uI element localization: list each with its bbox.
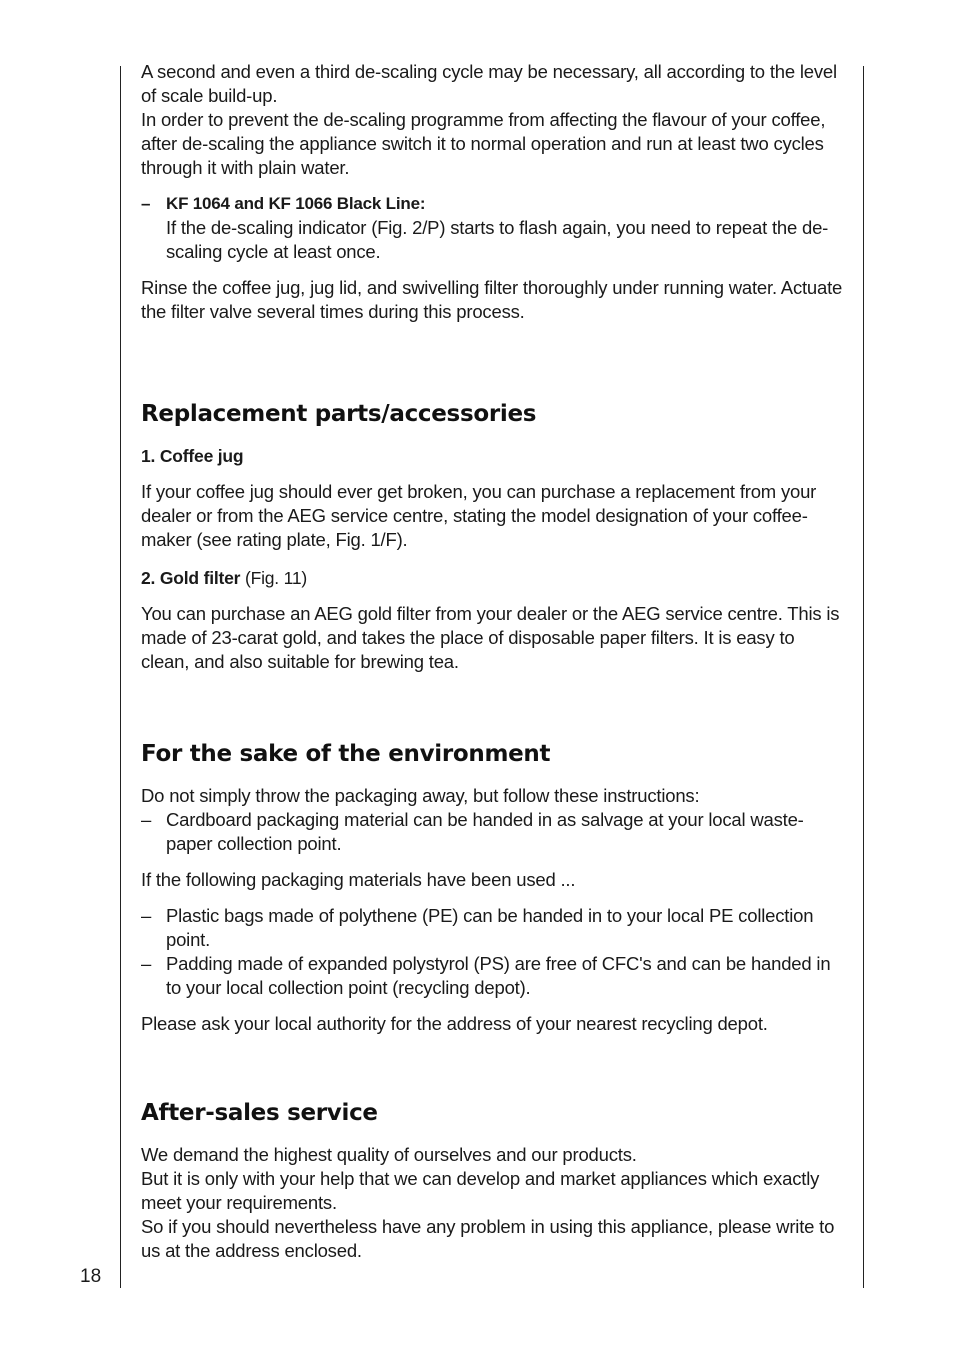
dash-marker: – — [141, 905, 152, 926]
page-content — [141, 60, 847, 1263]
dash-marker: – — [141, 194, 151, 213]
environment-bullet-padding: – Padding made of expanded polystyrol (PS) are free of CFC's and can be handed in to your local collection point (recycling depot). — [141, 953, 831, 998]
page-number: 18 — [80, 1266, 102, 1287]
right-margin-rule — [863, 66, 864, 1288]
environment-if-used: If the following packaging materials have been used ... — [141, 869, 576, 890]
environment-closing: Please ask your local authority for the address of your nearest recycling depot. — [141, 1013, 768, 1034]
model-heading: KF 1064 and KF 1066 Black Line: — [166, 194, 426, 213]
gold-filter-title — [141, 566, 847, 590]
environment-intro: Do not simply throw the packaging away, but follow these instructions: — [141, 785, 700, 806]
model-note — [141, 192, 847, 264]
gold-filter-figure-ref: (Fig. 11) — [244, 568, 308, 588]
coffee-jug-text: If your coffee jug should ever get broken, you can purchase a replacement from your dealer or from the AEG service centre, stating the model designation of your coffee-maker (see rating plate, Fig. 1/F). — [141, 481, 817, 550]
gold-filter-label: 2. Gold filter — [141, 568, 241, 588]
environment-heading: For the sake of the environment — [141, 741, 551, 767]
environment-bullet-plastic: – Plastic bags made of polythene (PE) can be handed in to your local PE collection point. — [141, 905, 814, 950]
service-paragraph-3: So if you should nevertheless have any problem in using this appliance, please write to us at the address enclosed. — [141, 1216, 835, 1261]
dash-marker: – — [141, 953, 152, 974]
environment-bullet-cardboard: – Cardboard packaging material can be handed in as salvage at your local waste-paper collection point. — [141, 809, 804, 854]
gold-filter-text: You can purchase an AEG gold filter from your dealer or the AEG service centre. This is made of 23-carat gold, and takes the place of disposable paper filters. It is easy to clean, and also suitable for brewing tea. — [141, 603, 840, 672]
service-paragraph-1: We demand the highest quality of ourselves and our products. — [141, 1144, 637, 1165]
model-text: If the de-scaling indicator (Fig. 2/P) starts to flash again, you need to repeat the de-scaling cycle at least once. — [166, 217, 829, 262]
rinse-paragraph: Rinse the coffee jug, jug lid, and swivelling filter thoroughly under running water. Actuate the filter valve several times during this process. — [141, 277, 843, 322]
intro-paragraph-2: In order to prevent the de-scaling programme from affecting the flavour of your coffee, after de-scaling the appliance switch it to normal operation and run at least two cycles through it with plain water. — [141, 109, 826, 178]
service-heading: After-sales service — [141, 1100, 378, 1126]
coffee-jug-title: 1. Coffee jug — [141, 446, 244, 466]
dash-marker: – — [141, 809, 152, 830]
service-paragraph-2: But it is only with your help that we can develop and market appliances which exactly meet your requirements. — [141, 1168, 820, 1213]
intro-paragraph-1: A second and even a third de-scaling cycle may be necessary, all according to the level of scale build-up. — [141, 61, 837, 106]
replacement-heading: Replacement parts/accessories — [141, 401, 537, 427]
left-margin-rule — [120, 66, 121, 1288]
